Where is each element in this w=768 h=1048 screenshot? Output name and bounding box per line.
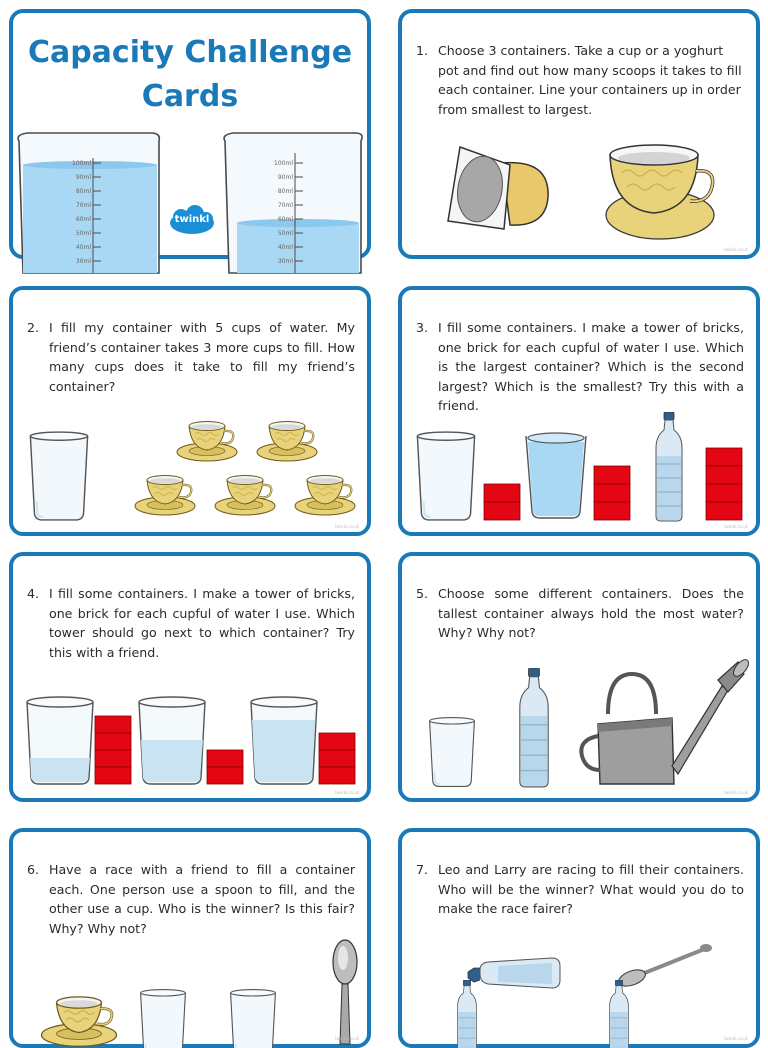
card-text: I fill some containers. I make a tower of bricks, one brick for each cupful of water I use. Which is the largest container? Which is the second largest? Which is the smallest? Try this with a friend. (438, 320, 744, 413)
challenge-card-6 (9, 828, 371, 1048)
card-number: 1. (416, 43, 429, 58)
card-text: Choose 3 containers. Take a cup or a yoghurt pot and find out how many scoops it takes to fill each container. Line your containers up in order from smallest to largest. (438, 43, 742, 117)
water-bottle-icon (610, 980, 629, 1048)
card-6-illustration (13, 832, 367, 1044)
container-low-water (27, 697, 93, 784)
challenge-card-1 (398, 9, 760, 259)
brick-tower (594, 466, 630, 520)
right-tick-label: 50ml (277, 230, 293, 237)
container-full-water (251, 697, 317, 784)
water-bottle-icon (656, 412, 682, 521)
left-tick-label: 40ml (75, 244, 91, 251)
right-tick-label: 30ml (277, 258, 293, 265)
challenge-card-4 (9, 552, 371, 802)
left-tick-label: 70ml (75, 202, 91, 209)
left-tick-label: 90ml (75, 174, 91, 181)
glass-icon (141, 990, 186, 1048)
challenge-card-3 (398, 286, 760, 536)
card-2-illustration (13, 290, 367, 532)
teacup-icon (42, 997, 117, 1046)
teacup-icon (135, 476, 195, 516)
small-glass-icon (430, 718, 475, 787)
left-tick-label: 50ml (75, 230, 91, 237)
footer-text: twinkl.co.uk (335, 790, 359, 795)
watering-can-icon (581, 657, 751, 784)
footer-text: twinkl.co.uk (335, 524, 359, 529)
footer-text: twinkl.co.uk (724, 247, 748, 252)
brick-tower (706, 448, 742, 520)
left-tick-label: 80ml (75, 188, 91, 195)
water-bottle-icon (458, 980, 477, 1048)
card-number: 4. (27, 586, 40, 601)
card-5-illustration (402, 556, 756, 798)
brick-tower (207, 750, 243, 784)
right-tick-label: 100ml (274, 160, 293, 167)
card-text: I fill my container with 5 cups of water. My friend’s container takes 3 more cups to fill. How many cups does it take to fill my friend’s container? (49, 320, 355, 394)
teacup-icon (177, 422, 237, 462)
teacup-icon (215, 476, 275, 516)
brick-tower (484, 484, 520, 520)
brick-tower (95, 716, 131, 784)
yoghurt-pot-icon (448, 147, 550, 229)
card-text: Choose some different containers. Does the tallest container always hold the most water? Why? Why not? (438, 586, 744, 640)
card-number: 7. (416, 862, 429, 877)
spoon-icon (616, 944, 712, 989)
title-card (9, 9, 371, 265)
card-number: 2. (27, 320, 40, 335)
container-half-water (139, 697, 205, 784)
logo-text: twinkl (174, 214, 210, 225)
footer-text: twinkl.co.uk (335, 1036, 359, 1041)
right-tick-label: 90ml (277, 174, 293, 181)
glass-icon (231, 990, 276, 1048)
glass-icon (417, 432, 474, 520)
footer-text: twinkl.co.uk (724, 790, 748, 795)
title-line-2: Cards (141, 79, 239, 114)
teacup-icon (295, 476, 355, 516)
card-text: Leo and Larry are racing to fill their containers. Who will be the winner? What would you do to make the race fairer? (438, 862, 744, 916)
glass-of-water-icon (526, 433, 586, 518)
right-tick-label: 70ml (277, 202, 293, 209)
spoon-icon (333, 940, 357, 1044)
twinkl-logo (169, 210, 215, 234)
title-line-1: Capacity Challenge (27, 35, 353, 70)
card-3-illustration (402, 290, 756, 532)
card-text: I fill some containers. I make a tower of bricks, one brick for each cupful of water I use. Which tower should go next to which container? Try this with a friend. (49, 586, 355, 660)
challenge-card-5 (398, 552, 760, 802)
right-tick-label: 80ml (277, 188, 293, 195)
footer-text: twinkl.co.uk (724, 1036, 748, 1041)
left-tick-label: 30ml (75, 258, 91, 265)
left-tick-label: 60ml (75, 216, 91, 223)
card-7-illustration (402, 832, 756, 1044)
right-tick-label: 60ml (277, 216, 293, 223)
card-4-illustration (13, 556, 367, 798)
challenge-card-7 (398, 828, 760, 1048)
right-beaker (224, 133, 362, 273)
footer-text: twinkl.co.uk (724, 524, 748, 529)
right-tick-label: 40ml (277, 244, 293, 251)
left-tick-label: 100ml (72, 160, 91, 167)
card-1-illustration (402, 13, 756, 255)
teacup-saucer-icon (606, 145, 714, 239)
card-number: 6. (27, 862, 40, 877)
water-bottle-icon (520, 668, 548, 787)
card-text: Have a race with a friend to fill a container each. One person use a spoon to fill, and the other use a cup. Who is the winner? Is this fair? Why? Why not? (49, 862, 355, 936)
challenge-card-2 (9, 286, 371, 536)
card-number: 3. (416, 320, 429, 335)
card-number: 5. (416, 586, 429, 601)
pouring-bottle-icon (468, 958, 560, 988)
glass-icon (30, 432, 87, 520)
teacup-icon (257, 422, 317, 462)
brick-tower (319, 733, 355, 784)
